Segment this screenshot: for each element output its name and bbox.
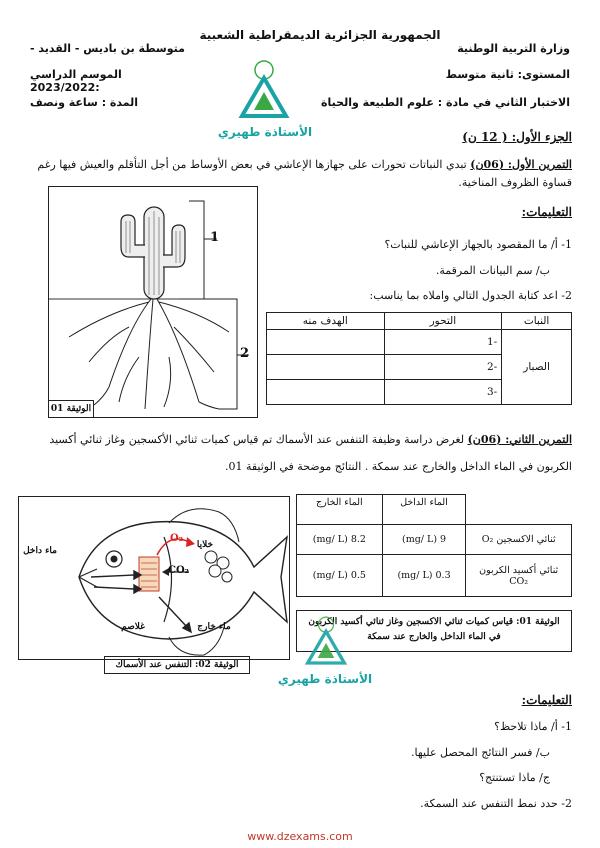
ex2-q1c: ج/ ماذا تستنتج؟ <box>479 771 550 784</box>
doc2-caption: الوثيقة 02: التنفس عند الأسماك <box>104 656 250 674</box>
ministry: وزارة التربية الوطنية <box>457 42 570 55</box>
gills-label: غلاصم <box>121 622 145 632</box>
td-co2-label <box>466 555 572 597</box>
water-in-label: ماء داخل <box>23 546 57 556</box>
th-plant: النبات <box>502 313 572 330</box>
level: المستوى: ثانية متوسط <box>445 68 570 81</box>
td-empty <box>267 330 385 355</box>
ex2-q1a: 1- أ/ ماذا تلاحظ؟ <box>494 720 572 733</box>
th-water-in: الماء الداخل <box>382 495 466 525</box>
ex2-intro <box>25 433 572 446</box>
th-adaptation: التحور <box>384 313 502 330</box>
th-water-out: الماء الخارج <box>297 495 383 525</box>
co2-name: ثنائي أكسيد الكربون <box>479 564 559 576</box>
fish-drawing <box>19 497 289 659</box>
gas-table <box>296 494 572 597</box>
teacher-logo <box>228 58 300 126</box>
plant-table <box>266 312 572 405</box>
co2-formula: CO₂ <box>509 575 529 587</box>
school-name: متوسطة بن باديس - القديد - <box>30 42 185 55</box>
td-empty <box>267 355 385 380</box>
cactus-drawing <box>49 187 257 417</box>
instructions-1: التعليمات: <box>521 205 572 219</box>
th-purpose: الهدف منه <box>267 313 385 330</box>
teacher-logo-2 <box>296 614 356 672</box>
ex1-intro <box>25 155 572 174</box>
td-plant: الصبار <box>502 330 572 405</box>
ex2-q1b: ب/ فسر النتائج المحصل عليها. <box>411 746 550 759</box>
logo-text-2: الأستاذة طهيري <box>277 672 373 686</box>
school-year: الموسم الدراسي :2023/2022 <box>30 68 122 94</box>
ex2-q2: 2- حدد نمط التنفس عند السمكة. <box>420 797 572 810</box>
td-co2-in: 0.3 (mg/ L) <box>382 555 466 597</box>
table-row <box>267 313 572 330</box>
exam-title: الاختبار الثاني في مادة : علوم الطبيعة والحياة <box>321 96 570 109</box>
republic-title: الجمهورية الجزائرية الديمقراطية الشعبية <box>199 28 441 42</box>
fish-figure <box>18 496 290 660</box>
td-row2: -2 <box>384 355 502 380</box>
co2-label: CO₂ <box>168 565 190 576</box>
th-blank <box>466 495 572 525</box>
ex1-text-b: قساوة الظروف المناخية. <box>458 176 572 189</box>
ex2-title: التمرين الثاني: (06ن) <box>467 433 572 446</box>
cells-label: خلايا <box>196 540 214 550</box>
instructions-2: التعليمات: <box>521 693 572 707</box>
doc1-label: الوثيقة 01 <box>48 400 94 418</box>
ex2-text-a: لغرض دراسة وظيفة التنفس عند الأسماك تم قياس كميات ثنائي الأكسجين وغاز ثنائي أكسيد <box>49 433 465 446</box>
q1a: 1- أ/ ما المقصود بالجهاز الإعاشي للنبات؟ <box>384 238 572 251</box>
ex2-text-b: الكربون في الماء الداخل والخارج عند سمكة . النتائج موضحة في الوثيقة 01. <box>224 460 572 473</box>
table-row <box>297 495 572 525</box>
o2-label: O₂ <box>170 533 184 544</box>
cactus-figure <box>48 186 258 418</box>
doc1-caption-b: في الماء الداخل والخارج عند سمكة <box>367 632 501 642</box>
footer-site[interactable]: www.dzexams.com <box>247 830 353 843</box>
td-o2-label: ثنائي الاكسجين O₂ <box>466 525 572 555</box>
table-row <box>297 525 572 555</box>
table-row <box>267 330 572 355</box>
q1b: ب/ سم البيانات المرقمة. <box>435 264 550 277</box>
ex1-title: التمرين الأول: (06ن) <box>470 158 572 171</box>
figure-label-2: 2 <box>240 346 250 361</box>
td-o2-out: 8.2 (mg/ L) <box>297 525 383 555</box>
td-row3: -3 <box>384 380 502 405</box>
td-row1: -1 <box>384 330 502 355</box>
doc1-caption-a: الوثيقة 01: قياس كميات ثنائي الاكسجين وغاز ثنائي أكسيد الكربون <box>308 617 560 627</box>
part1-title: الجزء الأول: ( 12 ن) <box>462 130 572 144</box>
td-o2-in: 9 (mg/ L) <box>382 525 466 555</box>
td-co2-out: 0.5 (mg/ L) <box>297 555 383 597</box>
duration: المدة : ساعة ونصف <box>30 96 139 109</box>
q2: 2- اعد كتابة الجدول التالي واملاه بما يناسب: <box>369 289 572 302</box>
figure-label-1: 1 <box>210 230 220 245</box>
ex1-text-a: تبدي النباتات تحورات على جهازها الإعاشي في بعض الأوساط من أجل التأقلم والعيش فيها رغم <box>37 158 467 171</box>
logo-text: الأستاذة طهيري <box>217 125 313 139</box>
table-row <box>297 555 572 597</box>
water-out-label: ماء خارج <box>197 622 231 632</box>
td-empty <box>267 380 385 405</box>
